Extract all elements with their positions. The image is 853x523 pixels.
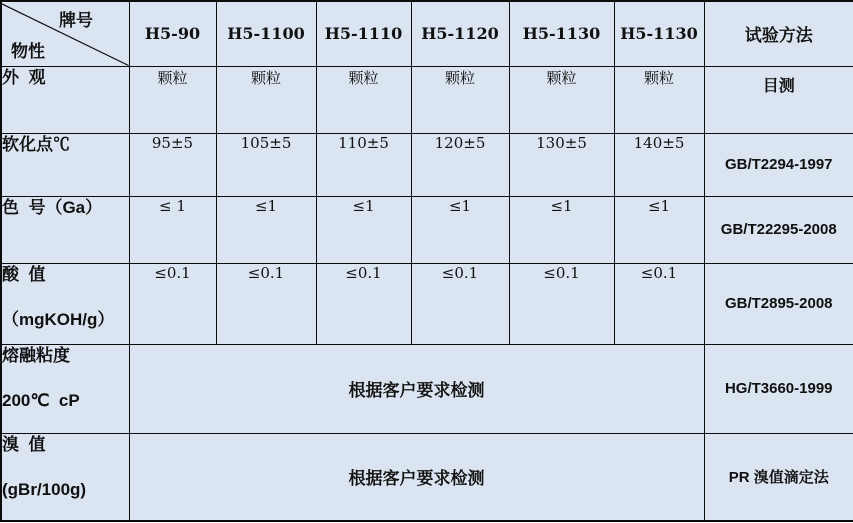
spec-value-cell: ≤1 [509,196,614,263]
test-method-cell: PR 溴值滴定法 [704,433,853,521]
test-method-cell: 目测 [704,66,853,133]
spec-value-cell: 140±5 [614,133,704,196]
spec-value-cell: 颗粒 [316,66,411,133]
row-label-unit: (gBr/100g) [2,479,87,499]
spec-value-cell: 颗粒 [411,66,509,133]
test-method-cell: HG/T3660-1999 [704,344,853,433]
spec-value-cell: 130±5 [509,133,614,196]
corner-label-property: 物性 [11,41,45,61]
row-label-text: 软化点℃ [2,134,70,154]
column-header-h5-1100: H5-1100 [216,1,316,66]
table-row-melt-viscosity [1,344,853,433]
spec-value-cell: 颗粒 [509,66,614,133]
spec-value-cell: ≤1 [316,196,411,263]
row-label-melt-viscosity [1,344,129,433]
test-method-cell: GB/T2294-1997 [704,133,853,196]
row-label-unit: 200℃ cP [2,390,80,410]
spec-value-cell: ≤0.1 [216,263,316,344]
test-method-cell: GB/T22295-2008 [704,196,853,263]
table-row-color-number [1,196,853,263]
spec-value-cell: ≤0.1 [614,263,704,344]
spec-value-cell: ≤1 [411,196,509,263]
row-label-softening-point [1,133,129,196]
row-label-text: 酸 值 [2,264,46,284]
merged-value-cell: 根据客户要求检测 [129,433,704,521]
column-header-h5-1110: H5-1110 [316,1,411,66]
table-row-bromine-value [1,433,853,521]
row-label-bromine-value [1,433,129,521]
row-label-text: 色 号（Ga） [2,197,103,217]
row-label-text: 熔融粘度 [2,345,70,365]
column-header-h5-1120: H5-1120 [411,1,509,66]
spec-value-cell: ≤0.1 [316,263,411,344]
spec-value-cell: 95±5 [129,133,216,196]
spec-value-cell: 颗粒 [614,66,704,133]
method-column-header: 试验方法 [704,1,853,66]
row-label-appearance [1,66,129,133]
spec-value-cell: ≤0.1 [129,263,216,344]
column-header-h5-1130b: H5-1130 [614,1,704,66]
test-method-cell: GB/T2895-2008 [704,263,853,344]
spec-value-cell: ≤1 [216,196,316,263]
spec-value-cell: 120±5 [411,133,509,196]
spec-value-cell: ≤0.1 [411,263,509,344]
table-row-acid-value [1,263,853,344]
column-header-h5-90: H5-90 [129,1,216,66]
table-row-appearance [1,66,853,133]
row-label-unit: （mgKOH/g） [2,309,115,329]
corner-label-model: 牌号 [59,11,93,30]
merged-value-cell: 根据客户要求检测 [129,344,704,433]
row-label-text: 外 观 [2,67,46,87]
spec-value-cell: ≤ 1 [129,196,216,263]
corner-header-cell [1,1,129,66]
spec-value-cell: 颗粒 [216,66,316,133]
header-row [1,1,853,66]
spec-value-cell: ≤1 [614,196,704,263]
spec-value-cell: 105±5 [216,133,316,196]
table-row-softening-point [1,133,853,196]
row-label-text: 溴 值 [2,434,46,454]
row-label-color-number [1,196,129,263]
column-header-h5-1130a: H5-1130 [509,1,614,66]
spec-value-cell: 110±5 [316,133,411,196]
row-label-acid-value [1,263,129,344]
spec-value-cell: 颗粒 [129,66,216,133]
spec-value-cell: ≤0.1 [509,263,614,344]
